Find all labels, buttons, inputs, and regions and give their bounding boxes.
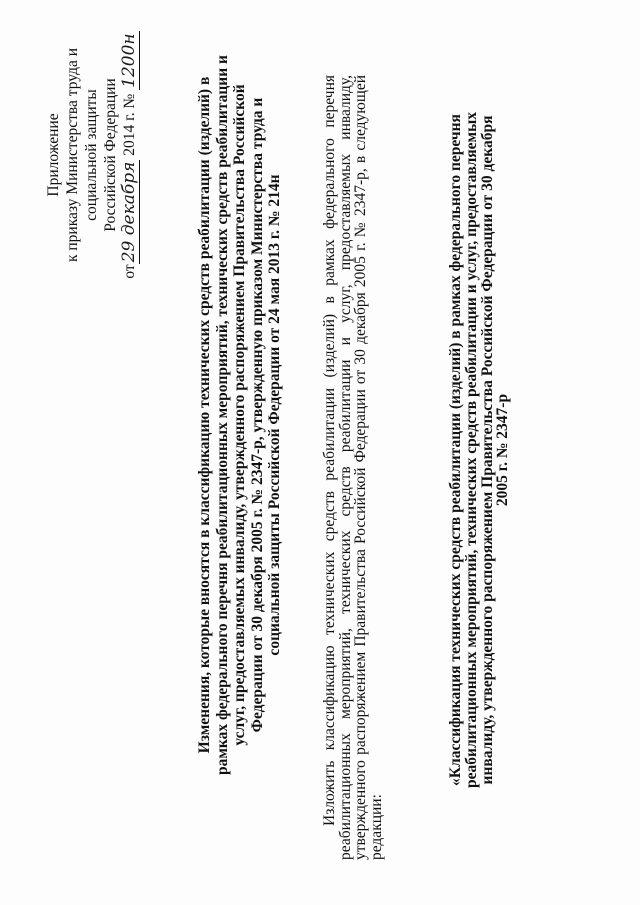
handwritten-date: 29 декабря — [119, 161, 139, 263]
date-prefix: от — [121, 264, 138, 279]
appendix-header — [44, 10, 139, 300]
date-year: 2014 г. № — [121, 93, 138, 156]
appendix-label: Приложение — [45, 113, 62, 197]
appendix-date-line — [120, 10, 139, 300]
handwritten-order-number: 1200н — [119, 33, 139, 88]
appendix-line-order: к приказу Министерства труда и — [64, 47, 81, 263]
appendix-line-social: социальной защиты — [83, 89, 100, 221]
classification-title: «Классификация технических средств реабилитации (изделий) в рамках федерального перечня реабилитационных мероприятий, технических средств реабилитации и услуг, предоставляемых инвалиду, утвержденного распоряжением Правительства Российской Федерации от 30 декабря 2005 г. № 2347-р — [447, 112, 512, 788]
appendix-line-federation: Российской Федерации — [102, 78, 119, 232]
document-title: Изменения, которые вносятся в классификацию технических средств реабилитации (изделий) в рамках федерального перечня реабилитационных мероприятий, технических средств реабилитации и услуг, предоставляемых инвалиду, утвержденного распоряжением Правительства Российской Федерации от 30 декабря 2005 г. № 2347-р, утвержденную приказом Министерства труда и социальной защиты Российской Федерации от 24 мая 2013 г. № 214н — [196, 55, 283, 775]
body-paragraph: Изложить классификацию технических средств реабилитации (изделий) в рамках федерального перечня реабилитационных мероприятий, технических средств реабилитации и услуг, предоставляемых инвалиду, утвержденного распоряжением Правительства Российской Федерации от 30 декабря 2005 г. № 2347-р, в следующей редакции: — [321, 75, 385, 860]
